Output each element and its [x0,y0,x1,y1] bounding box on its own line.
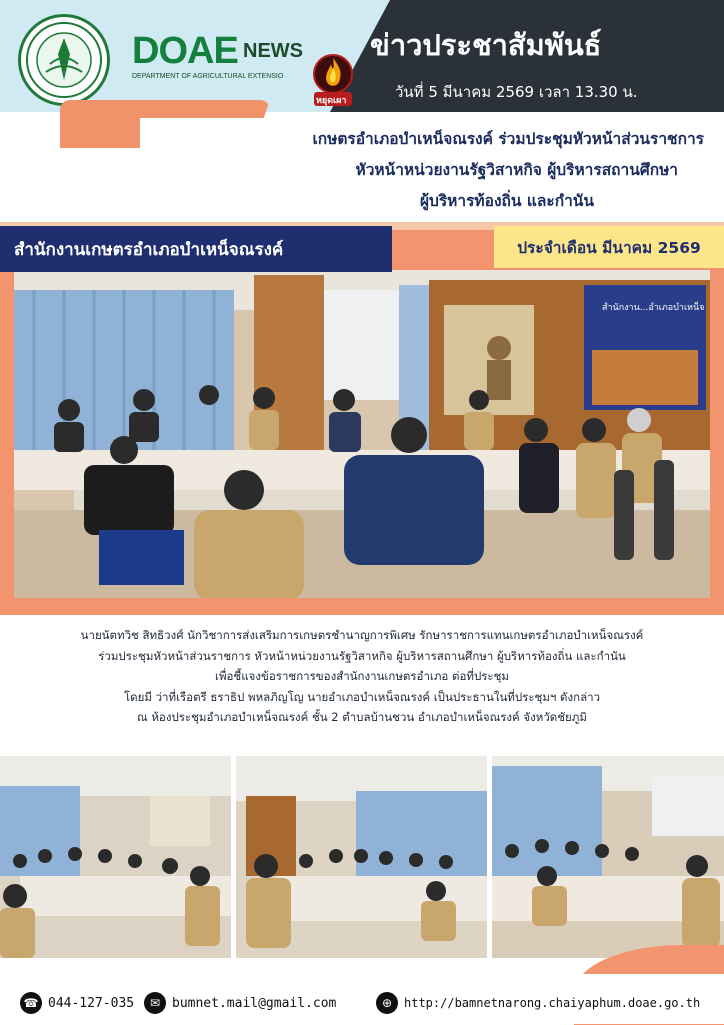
meeting-photo-2 [236,756,487,958]
footer-phone[interactable] [20,992,134,1014]
caption-line-2: ร่วมประชุมหัวหน้าส่วนราชการ หัวหน้าหน่วยงานรัฐวิสาหกิจ ผู้บริหารสถานศึกษา ผู้บริหารท้องถิ่น และกำนัน [98,648,626,663]
office-label: สำนักงานเกษตรอำเภอบำเหน็จณรงค์ [0,226,392,272]
headline-line-1: เกษตรอำเภอบำเหน็จณรงค์ ร่วมประชุมหัวหน้าส่วนราชการ [312,130,704,148]
date-line: วันที่ 5 มีนาคม 2569 เวลา 13.30 น. [395,83,638,101]
fire-campaign-icon [313,52,353,108]
meeting-photo-1 [0,756,231,958]
meeting-photo-3 [492,756,724,958]
caption-line-5: ณ ห้องประชุมอำเภอบำเหน็จณรงค์ ชั้น 2 ตำบลบ้านชวน อำเภอบำเหน็จณรงค์ จังหวัดชัยภูมิ [137,710,587,724]
fire-campaign-label: หยุดเผา [316,96,347,106]
agency-seal-icon [18,14,110,106]
footer-website[interactable] [376,992,700,1014]
photo-banner-text: สำนักงาน...อำเภอบำเหน็จ [602,303,705,313]
headline-box [140,118,724,222]
month-label: ประจำเดือน มีนาคม 2569 [494,226,724,268]
caption-line-3: เพื่อชี้แจงข้อราชการของสำนักงานเกษตรอำเภอ ต่อที่ประชุม [215,669,509,683]
phone-icon: ☎ [20,992,42,1014]
caption-line-1: นายนัตทวิช สิทธิวงศ์ นักวิชาการส่งเสริมการเกษตรชำนาญการพิเศษ รักษาราชการแทนเกษตรอำเภอบำเหน็จณรงค์ [80,628,644,642]
headline-line-2: หัวหน้าหน่วยงานรัฐวิสาหกิจ ผู้บริหารสถานศึกษา [355,161,678,179]
email-address: bumnet.mail@gmail.com [172,995,337,1011]
section-title: ข่าวประชาสัมพันธ์ [370,28,602,62]
email-icon: ✉ [144,992,166,1014]
doae-news-label: NEWS [243,40,303,62]
doae-subtitle: DEPARTMENT OF AGRICULTURAL EXTENSIO [132,73,284,80]
caption-line-4: โดยมี ว่าที่เรือตรี ธราธิป พหลภิญโญ นายอำเภอบำเหน็จณรงค์ เป็นประธานในที่ประชุมฯ ดังกล่าว [123,689,601,704]
main-meeting-photo [14,270,710,598]
footer-email[interactable] [144,992,336,1014]
globe-icon: ⊕ [376,992,398,1014]
phone-number: 044-127-035 [48,995,135,1011]
news-caption [20,625,704,728]
doae-logo: DOAE [132,30,238,72]
headline-line-3: ผู้บริหารท้องถิ่น และกำนัน [419,192,594,210]
website-url: http://bamnetnarong.chaiyaphum.doae.go.th [404,996,701,1010]
